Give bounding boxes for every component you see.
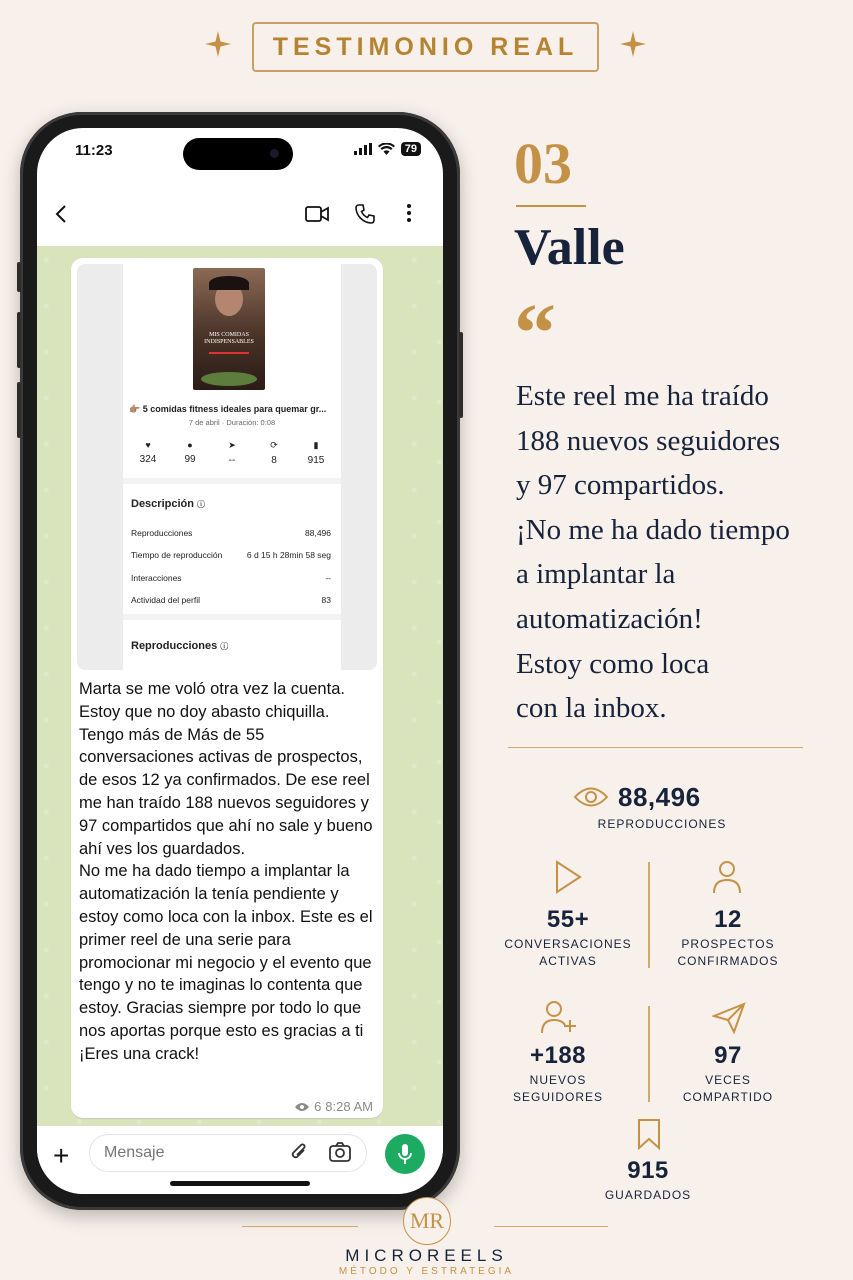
phone-mockup: [20, 112, 460, 1210]
divider: [648, 1006, 650, 1102]
bookmark-icon: [637, 1118, 661, 1150]
comment-icon: ●: [187, 440, 193, 450]
repost-icon: ⟳: [270, 440, 278, 450]
divider: [508, 747, 803, 748]
views-stat-label: REPRODUCCIONES: [597, 817, 727, 831]
paper-plane-icon: [712, 1002, 746, 1034]
camera-icon[interactable]: [329, 1142, 351, 1162]
divider: [242, 1226, 358, 1227]
back-icon[interactable]: [55, 204, 67, 224]
microphone-icon: [398, 1143, 412, 1165]
phone-call-icon[interactable]: [355, 204, 375, 224]
heart-icon: ♥: [145, 440, 151, 450]
shares-stat: 97 VECES COMPARTIDO: [682, 1042, 774, 1104]
reel-thumbnail: MIS COMIDAS INDISPENSABLES: [193, 268, 265, 390]
quote-mark-icon: “: [514, 287, 556, 380]
bookmark-icon: ▮: [313, 440, 319, 450]
battery-indicator: 79: [401, 142, 421, 156]
sparkle-icon: [204, 30, 232, 58]
attachment-icon[interactable]: [289, 1142, 309, 1164]
eye-icon: [573, 786, 609, 808]
info-icon: ⓘ: [197, 500, 206, 509]
testimonial-badge: TESTIMONIO REAL: [252, 22, 599, 72]
description-title: Descripción ⓘ: [131, 498, 206, 510]
home-indicator: [170, 1181, 310, 1186]
eye-icon: [294, 1102, 310, 1112]
prospects-stat: 12 PROSPECTOS CONFIRMADOS: [677, 906, 779, 968]
followers-stat: +188 NUEVOS SEGUIDORES: [512, 1042, 603, 1104]
phone-screen: [37, 128, 443, 1194]
brand-logo: MR: [403, 1197, 451, 1245]
testimonial-number: 03: [514, 131, 572, 196]
microphone-button[interactable]: [385, 1134, 425, 1174]
conversations-stat: 55+ CONVERSACIONES ACTIVAS: [504, 906, 632, 968]
dynamic-island: [183, 138, 293, 170]
message-time: 8:28 AM: [325, 1099, 373, 1114]
insight-row: Reproducciones 88,496: [131, 528, 331, 538]
brand-name: MICROREELS: [345, 1246, 508, 1265]
message-bubble[interactable]: [71, 258, 383, 1118]
insight-row: Tiempo de reproducción 6 d 15 h 28min 58 seg: [131, 550, 331, 560]
user-plus-icon: [540, 1000, 578, 1034]
divider: [494, 1226, 608, 1227]
message-meta: [294, 1099, 373, 1114]
play-icon: [554, 860, 582, 894]
plus-icon[interactable]: +: [53, 1140, 70, 1171]
sparkle-icon: [619, 30, 647, 58]
video-call-icon[interactable]: [305, 206, 329, 222]
signal-icon: [354, 143, 372, 155]
reposts-metric: ⟳ 8: [256, 440, 292, 466]
more-icon[interactable]: [407, 204, 411, 222]
status-time: 11:23: [75, 142, 113, 159]
wifi-icon: [378, 143, 395, 155]
views-stat-value: 88,496: [618, 782, 701, 812]
saves-metric: ▮ 915: [298, 440, 334, 466]
reel-metrics: [127, 440, 337, 466]
divider: [648, 862, 650, 968]
chat-header: [37, 180, 443, 246]
testimonial-quote: Este reel me ha traído 188 nuevos seguidores y 97 compartidos. ¡No me ha dado tiempo a implantar la automatización! Estoy como loca con la inbox.: [516, 380, 790, 725]
likes-metric: ♥ 324: [130, 440, 166, 466]
message-text: Marta se me voló otra vez la cuenta. Estoy que no doy abasto chiquilla. Tengo más de Más de 55 conversaciones activas de prospectos, de esos 12 ya confirmados. De ese reel me han traído 188 nuevos seguidores y 97 compartidos que ahí no sale y bueno ahí ves los guardados. No me ha dado tiempo a implantar la automatización la tenía pendiente y estoy como loca con la inbox. Este es el primer reel de una serie para promocionar mi negocio y el evento que tengo y no te imaginas lo contenta que estoy. Gracias siempre por todo lo que nos aportas porque esto es gracias a ti ¡Eres una crack!: [79, 680, 373, 1063]
saves-stat: 915 GUARDADOS: [604, 1157, 692, 1202]
reel-date: 7 de abril · Duración: 0:08: [188, 418, 276, 427]
sends-metric: ➤ --: [214, 440, 250, 466]
reproductions-title: Reproducciones ⓘ: [131, 640, 229, 652]
reel-insights-screenshot[interactable]: [77, 264, 377, 670]
chat-area: [37, 246, 443, 1126]
status-bar: [37, 128, 443, 180]
send-icon: ➤: [228, 440, 236, 450]
brand-tagline: MÉTODO Y ESTRATEGIA: [338, 1266, 515, 1277]
view-count: 6: [314, 1099, 322, 1114]
message-input[interactable]: [89, 1134, 367, 1172]
comments-metric: ● 99: [172, 440, 208, 466]
reel-title: 👉🏽 5 comidas fitness ideales para quemar gr...: [129, 404, 327, 414]
divider: [516, 205, 586, 207]
insight-row: Actividad del perfil 83: [131, 595, 331, 605]
insight-row: Interacciones --: [131, 573, 331, 583]
info-icon: ⓘ: [220, 642, 229, 651]
testimonial-name: Valle: [514, 219, 625, 276]
user-icon: [712, 860, 742, 894]
